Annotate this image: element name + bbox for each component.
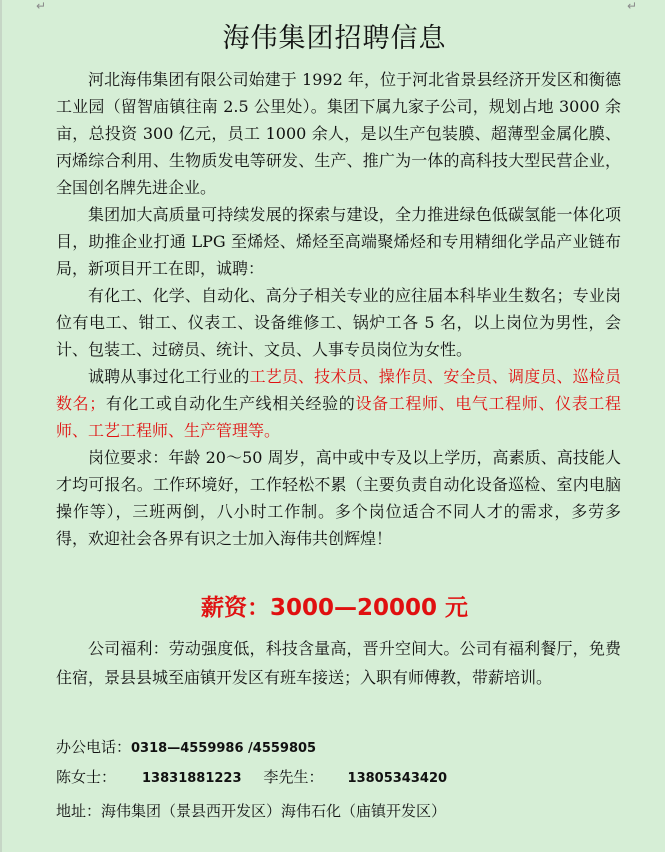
intro-section [56, 66, 621, 552]
experienced-text-b: 有化工或自动化生产线相关经验的 [105, 394, 356, 413]
office-phone-number: 0318—4559986 /4559805 [131, 741, 317, 756]
office-phone-line [56, 736, 646, 760]
contact-persons-line [56, 766, 646, 790]
contact-person-1: 陈女士： [56, 768, 117, 786]
project-paragraph: 集团加大高质量可持续发展的探索与建设，全力推进绿色低碳氢能一体化项目，助推企业打通 LPG 至烯烃、烯烃至高端聚烯烃和专用精细化学品产业链布局，新项目开工在即，诚聘： [56, 205, 621, 278]
company-intro-paragraph: 河北海伟集团有限公司始建于 1992 年，位于河北省景县经济开发区和衡德工业园（留智庙镇往南 2.5 公里处）。集团下属九家子公司，规划占地 3000 余亩，总投资 300 亿元，员工 1000 余人，是以生产包装膜、超薄型金属化膜、丙烯综合利用、生物质发电等研发、生产、推广为一体的高科技大型民营企业，全国创名牌先进企业。 [56, 70, 621, 197]
paragraph-mark-left: ↵ [36, 0, 47, 13]
positions-paragraph: 有化工、化学、自动化、高分子相关专业的应往届本科毕业生数名；专业岗位有电工、钳工、仪表工、设备维修工、锅炉工各 5 名，以上岗位为男性，会计、包装工、过磅员、统计、文员、人事专员岗位为女性。 [56, 286, 621, 359]
benefits-paragraph: 公司福利：劳动强度低，科技含量高，晋升空间大。公司有福利餐厅，免费住宿，景县县城至庙镇开发区有班车接送；入职有师傅教，带薪培训。 [56, 639, 621, 687]
office-phone-label: 办公电话： [56, 738, 132, 756]
salary-heading: 薪资：3000—20000 元 [200, 595, 469, 621]
address-line: 地址：海伟集团（景县西开发区）海伟石化（庙镇开发区） [56, 802, 447, 820]
contact-person-1-phone: 13831881223 [142, 771, 242, 786]
benefits-section [56, 634, 621, 692]
page-title: 海伟集团招聘信息 [222, 23, 447, 54]
experienced-roles-red: 工艺员、技术员、操作员、安全员、调度员、巡检员数名； [56, 367, 621, 413]
contact-person-2-phone: 13805343420 [347, 771, 448, 786]
engineer-roles-red: 设备工程师、电气工程师、仪表工程师、工艺工程师、生产管理等。 [56, 394, 621, 440]
contact-person-2: 李先生： [263, 768, 324, 786]
experienced-text-a: 诚聘从事过化工行业的 [88, 367, 250, 386]
paragraph-mark-right: ↵ [626, 0, 637, 13]
requirements-paragraph: 岗位要求：年龄 20～50 周岁，高中或中专及以上学历，高素质、高技能人才均可报名。工作环境好，工作轻松不累（主要负责自动化设备巡检、室内电脑操作等），三班两倒，八小时工作制。多个岗位适合不同人才的需求，多劳多得，欢迎社会各界有识之士加入海伟共创辉煌！ [56, 448, 621, 548]
experienced-positions-paragraph [56, 363, 621, 444]
